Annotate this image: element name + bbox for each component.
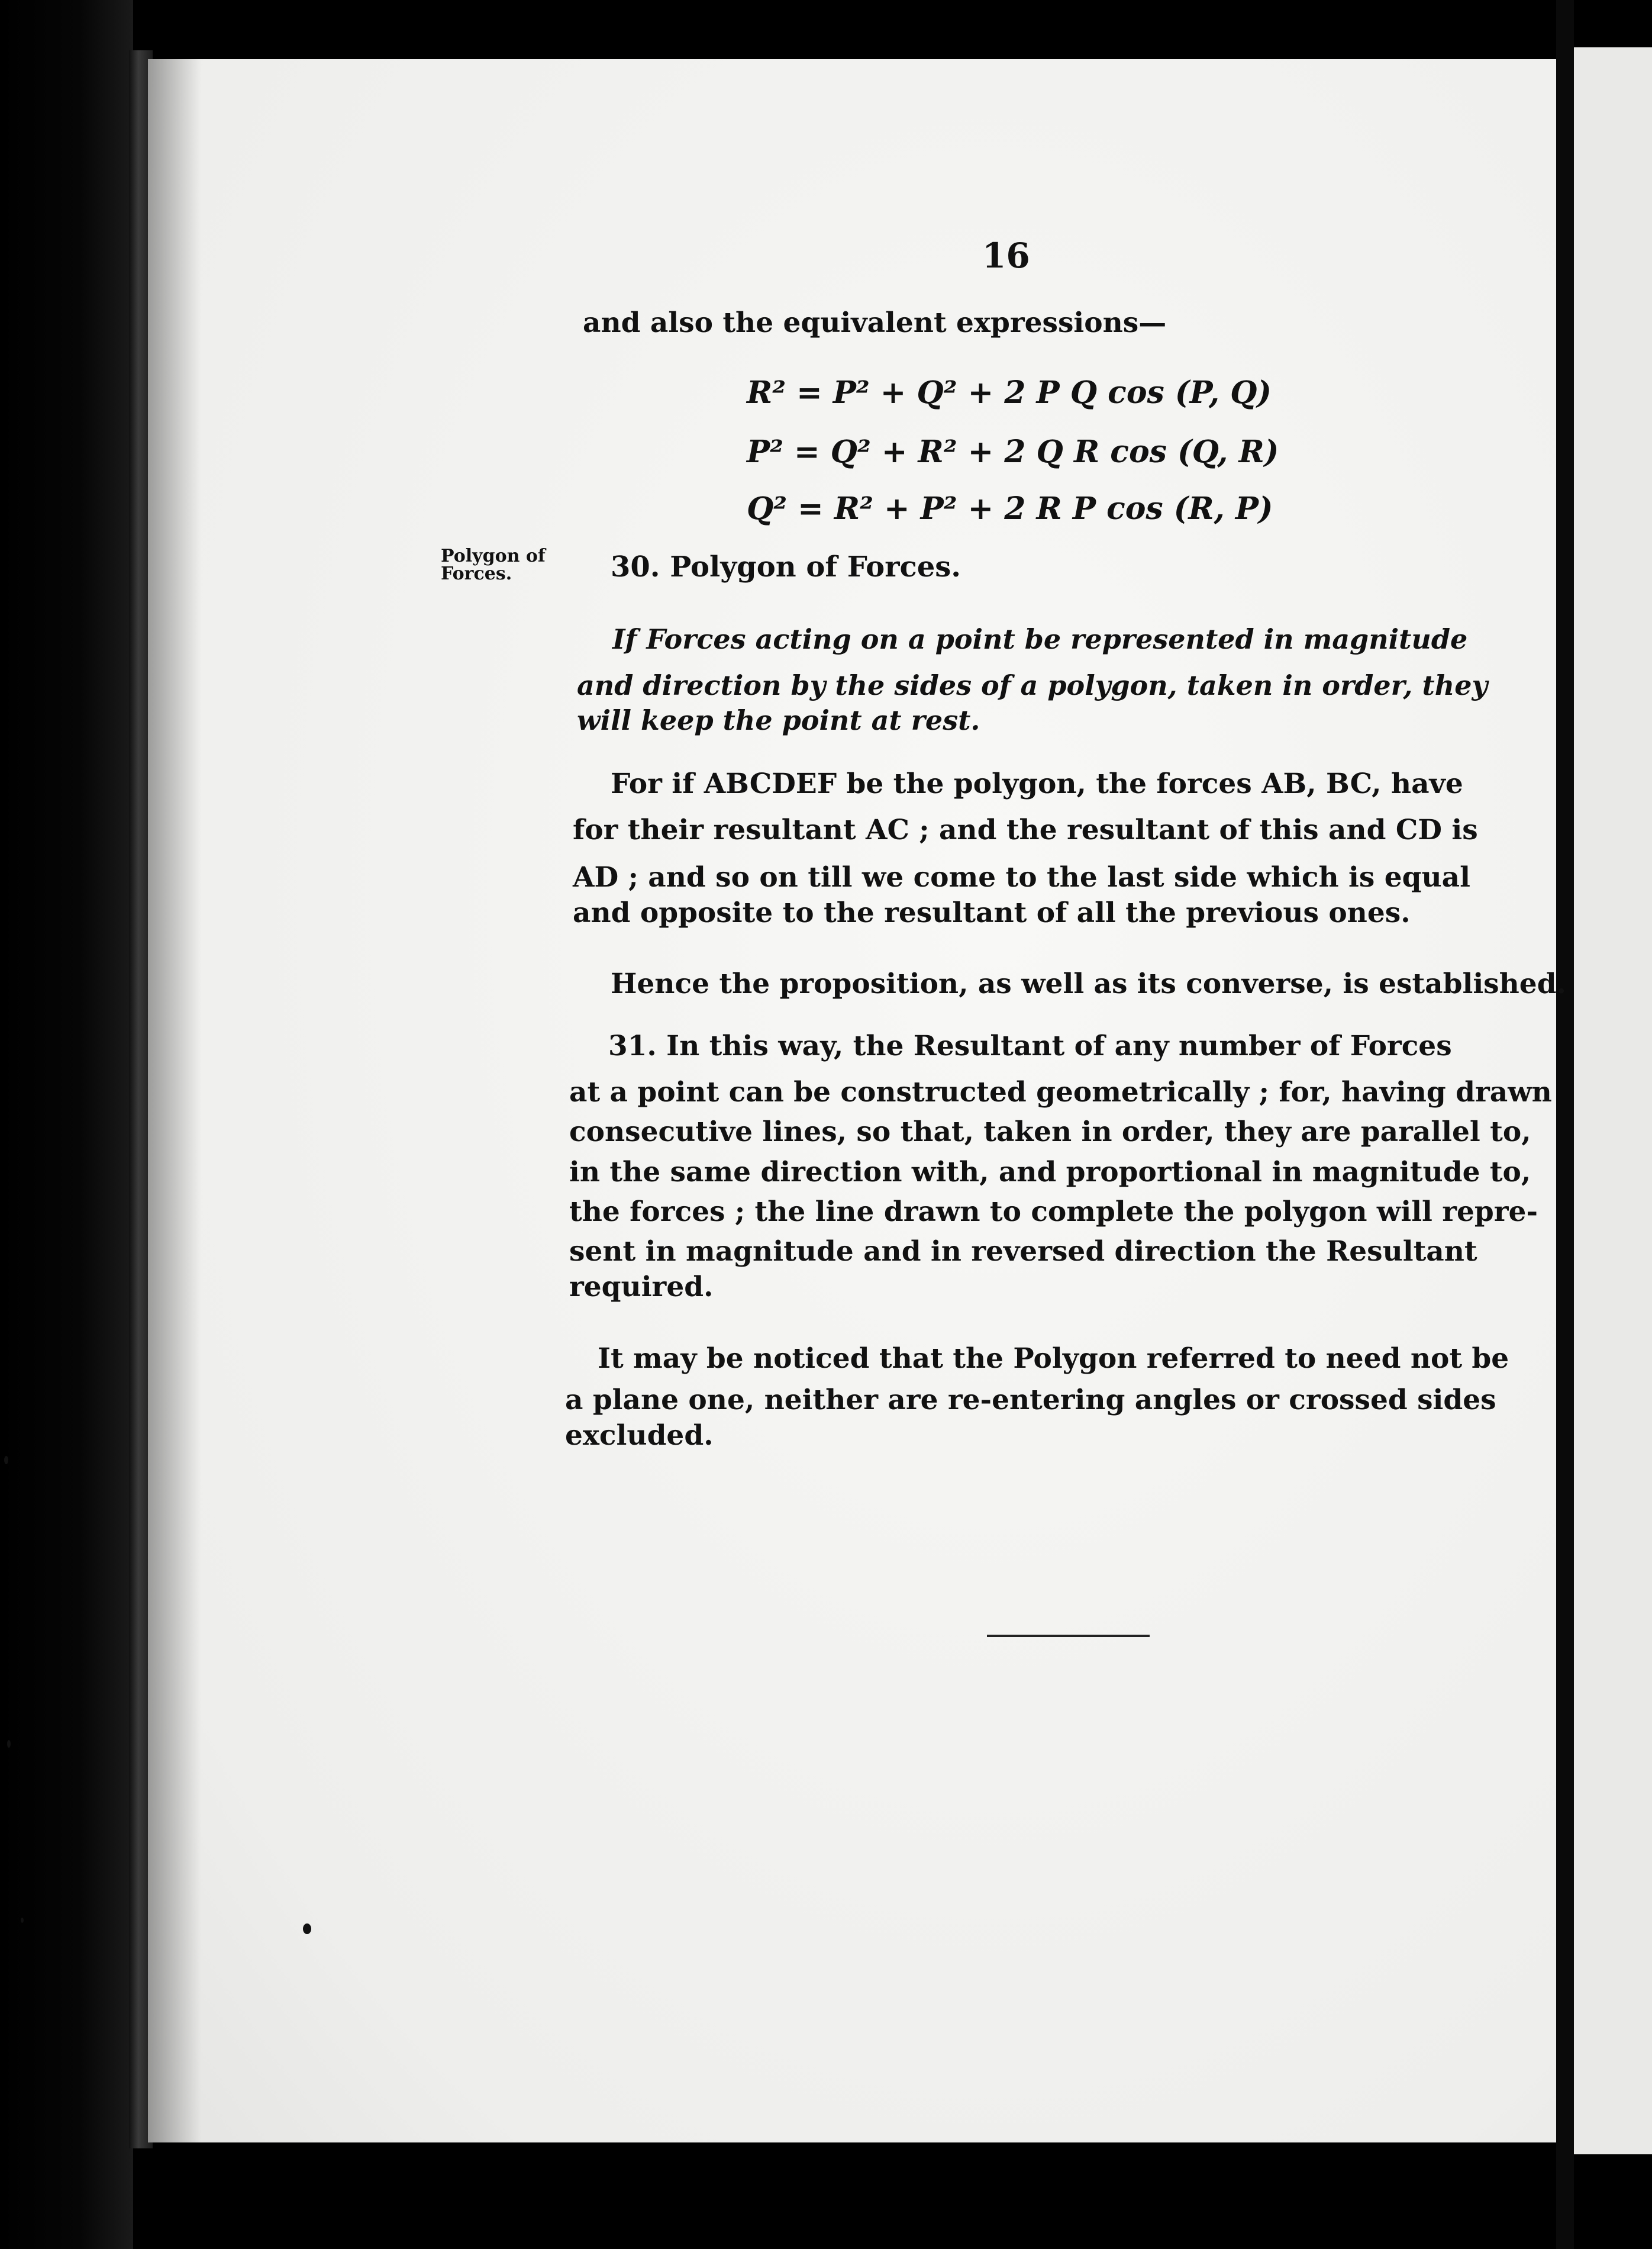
page-number: 16 [982, 236, 1030, 276]
ink-speck [303, 1923, 311, 1934]
section-30-heading: 30. Polygon of Forces. [611, 550, 961, 584]
proposition-line: will keep the point at rest. [577, 704, 980, 736]
proof-line: for their resultant AC ; and the resultant of this and CD is [573, 814, 1478, 846]
ink-speck [4, 1456, 8, 1464]
section-31-line: required. [569, 1271, 714, 1303]
equation-2: P² = Q² + R² + 2 Q R cos (Q, R) [747, 434, 1279, 470]
proposition-line: If Forces acting on a point be represented in magnitude [612, 623, 1468, 655]
proof-line: and opposite to the resultant of all the previous ones. [573, 897, 1411, 929]
facing-page-edge [1574, 47, 1652, 2154]
section-31-line: 31. In this way, the Resultant of any number of Forces [608, 1030, 1452, 1062]
section-31-line: at a point can be constructed geometrically ; for, having drawn [569, 1076, 1552, 1109]
intro-line: and also the equivalent expressions— [583, 307, 1167, 339]
section-31-line: sent in magnitude and in reversed direction the Resultant [569, 1235, 1477, 1268]
margin-note-line: Forces. [441, 563, 512, 584]
equation-3: Q² = R² + P² + 2 R P cos (R, P) [747, 491, 1273, 527]
note-line: It may be noticed that the Polygon referred to need not be [598, 1342, 1509, 1375]
note-line: a plane one, neither are re-entering angles or crossed sides [565, 1384, 1496, 1416]
page-gutter-shadow [148, 59, 201, 2142]
right-gutter [1556, 0, 1574, 2249]
ink-speck [7, 1740, 11, 1748]
margin-note [441, 547, 546, 583]
section-31-line: the forces ; the line drawn to complete the polygon will repre- [569, 1196, 1538, 1228]
proposition-line: and direction by the sides of a polygon, taken in order, they [577, 669, 1488, 701]
equation-1: R² = P² + Q² + 2 P Q cos (P, Q) [747, 375, 1272, 411]
note-line: excluded. [565, 1419, 714, 1452]
conclusion-line: Hence the proposition, as well as its converse, is established. [611, 968, 1566, 1000]
ink-speck [21, 1918, 24, 1923]
section-end-rule [987, 1635, 1150, 1637]
section-31-line: in the same direction with, and proportional in magnitude to, [569, 1156, 1531, 1188]
proof-line: For if ABCDEF be the polygon, the forces AB, BC, have [611, 768, 1463, 800]
proof-line: AD ; and so on till we come to the last side which is equal [573, 861, 1470, 894]
book-binding-shadow [0, 0, 133, 2249]
section-31-line: consecutive lines, so that, taken in order, they are parallel to, [569, 1116, 1531, 1148]
margin-note-line: Polygon of [441, 546, 546, 566]
